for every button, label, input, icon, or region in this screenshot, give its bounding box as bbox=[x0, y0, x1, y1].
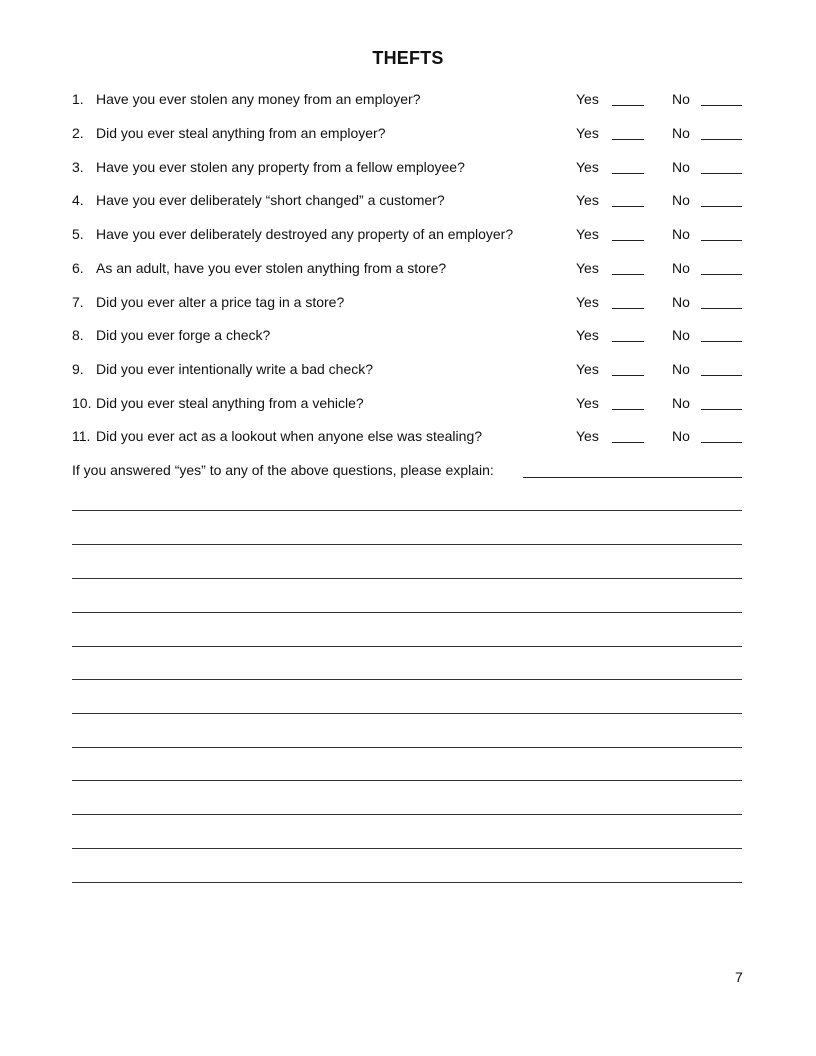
answer-line[interactable] bbox=[72, 544, 742, 545]
no-answer-blank[interactable] bbox=[701, 341, 742, 342]
question-text: Have you ever stolen any money from an employer? bbox=[96, 91, 421, 107]
answer-line[interactable] bbox=[72, 780, 742, 781]
question-number: 5. bbox=[72, 226, 84, 242]
yes-label: Yes bbox=[576, 428, 599, 444]
no-label: No bbox=[672, 294, 690, 310]
no-label: No bbox=[672, 327, 690, 343]
no-answer-blank[interactable] bbox=[701, 308, 742, 309]
yes-label: Yes bbox=[576, 395, 599, 411]
question-row bbox=[72, 361, 742, 381]
answer-line[interactable] bbox=[72, 679, 742, 680]
question-number: 11. bbox=[72, 428, 91, 444]
page-number: 7 bbox=[735, 969, 743, 985]
question-text: Have you ever deliberately destroyed any property of an employer? bbox=[96, 226, 514, 242]
question-row bbox=[72, 226, 742, 246]
question-text: Have you ever deliberately “short changed” a customer? bbox=[96, 192, 445, 208]
yes-label: Yes bbox=[576, 159, 599, 175]
answer-line[interactable] bbox=[72, 612, 742, 613]
explain-row bbox=[72, 462, 742, 482]
question-text: Did you ever alter a price tag in a store? bbox=[96, 294, 345, 310]
no-label: No bbox=[672, 226, 690, 242]
yes-label: Yes bbox=[576, 327, 599, 343]
yes-label: Yes bbox=[576, 91, 599, 107]
no-label: No bbox=[672, 260, 690, 276]
page-title: THEFTS bbox=[372, 48, 444, 68]
yes-label: Yes bbox=[576, 125, 599, 141]
question-row bbox=[72, 159, 742, 179]
yes-answer-blank[interactable] bbox=[612, 105, 644, 106]
question-row bbox=[72, 428, 742, 448]
answer-line[interactable] bbox=[72, 713, 742, 714]
yes-label: Yes bbox=[576, 294, 599, 310]
explain-label: If you answered “yes” to any of the above questions, please explain: bbox=[72, 462, 494, 478]
yes-answer-blank[interactable] bbox=[612, 442, 644, 443]
no-answer-blank[interactable] bbox=[701, 442, 742, 443]
no-answer-blank[interactable] bbox=[701, 206, 742, 207]
question-number: 7. bbox=[72, 294, 84, 310]
question-row bbox=[72, 125, 742, 145]
explain-blank[interactable] bbox=[523, 477, 742, 478]
question-row bbox=[72, 91, 742, 111]
question-number: 4. bbox=[72, 192, 84, 208]
no-answer-blank[interactable] bbox=[701, 173, 742, 174]
question-number: 10. bbox=[72, 395, 92, 411]
answer-line[interactable] bbox=[72, 510, 742, 511]
question-row bbox=[72, 294, 742, 314]
question-text: As an adult, have you ever stolen anything from a store? bbox=[96, 260, 447, 276]
yes-answer-blank[interactable] bbox=[612, 206, 644, 207]
question-text: Did you ever intentionally write a bad check? bbox=[96, 361, 374, 377]
no-label: No bbox=[672, 125, 690, 141]
yes-answer-blank[interactable] bbox=[612, 139, 644, 140]
answer-line[interactable] bbox=[72, 848, 742, 849]
no-label: No bbox=[672, 395, 690, 411]
question-text: Did you ever steal anything from an employer? bbox=[96, 125, 386, 141]
question-text: Did you ever act as a lookout when anyone else was stealing? bbox=[96, 428, 483, 444]
answer-line[interactable] bbox=[72, 646, 742, 647]
yes-label: Yes bbox=[576, 260, 599, 276]
yes-label: Yes bbox=[576, 226, 599, 242]
yes-answer-blank[interactable] bbox=[612, 375, 644, 376]
no-answer-blank[interactable] bbox=[701, 105, 742, 106]
question-text: Did you ever forge a check? bbox=[96, 327, 271, 343]
question-row bbox=[72, 327, 742, 347]
no-label: No bbox=[672, 91, 690, 107]
question-number: 3. bbox=[72, 159, 84, 175]
question-row bbox=[72, 395, 742, 415]
answer-line[interactable] bbox=[72, 578, 742, 579]
answer-line[interactable] bbox=[72, 814, 742, 815]
no-label: No bbox=[672, 361, 690, 377]
yes-answer-blank[interactable] bbox=[612, 240, 644, 241]
no-answer-blank[interactable] bbox=[701, 409, 742, 410]
answer-line[interactable] bbox=[72, 747, 742, 748]
question-number: 9. bbox=[72, 361, 84, 377]
question-row bbox=[72, 260, 742, 280]
question-text: Have you ever stolen any property from a fellow employee? bbox=[96, 159, 465, 175]
no-answer-blank[interactable] bbox=[701, 139, 742, 140]
question-text: Did you ever steal anything from a vehicle? bbox=[96, 395, 364, 411]
yes-answer-blank[interactable] bbox=[612, 308, 644, 309]
yes-label: Yes bbox=[576, 361, 599, 377]
yes-answer-blank[interactable] bbox=[612, 173, 644, 174]
question-number: 6. bbox=[72, 260, 84, 276]
no-label: No bbox=[672, 159, 690, 175]
no-answer-blank[interactable] bbox=[701, 375, 742, 376]
yes-answer-blank[interactable] bbox=[612, 409, 644, 410]
no-label: No bbox=[672, 428, 690, 444]
no-answer-blank[interactable] bbox=[701, 240, 742, 241]
yes-answer-blank[interactable] bbox=[612, 274, 644, 275]
question-number: 1. bbox=[72, 91, 84, 107]
no-label: No bbox=[672, 192, 690, 208]
yes-answer-blank[interactable] bbox=[612, 341, 644, 342]
yes-label: Yes bbox=[576, 192, 599, 208]
question-row bbox=[72, 192, 742, 212]
answer-line[interactable] bbox=[72, 882, 742, 883]
question-number: 2. bbox=[72, 125, 84, 141]
question-number: 8. bbox=[72, 327, 84, 343]
no-answer-blank[interactable] bbox=[701, 274, 742, 275]
